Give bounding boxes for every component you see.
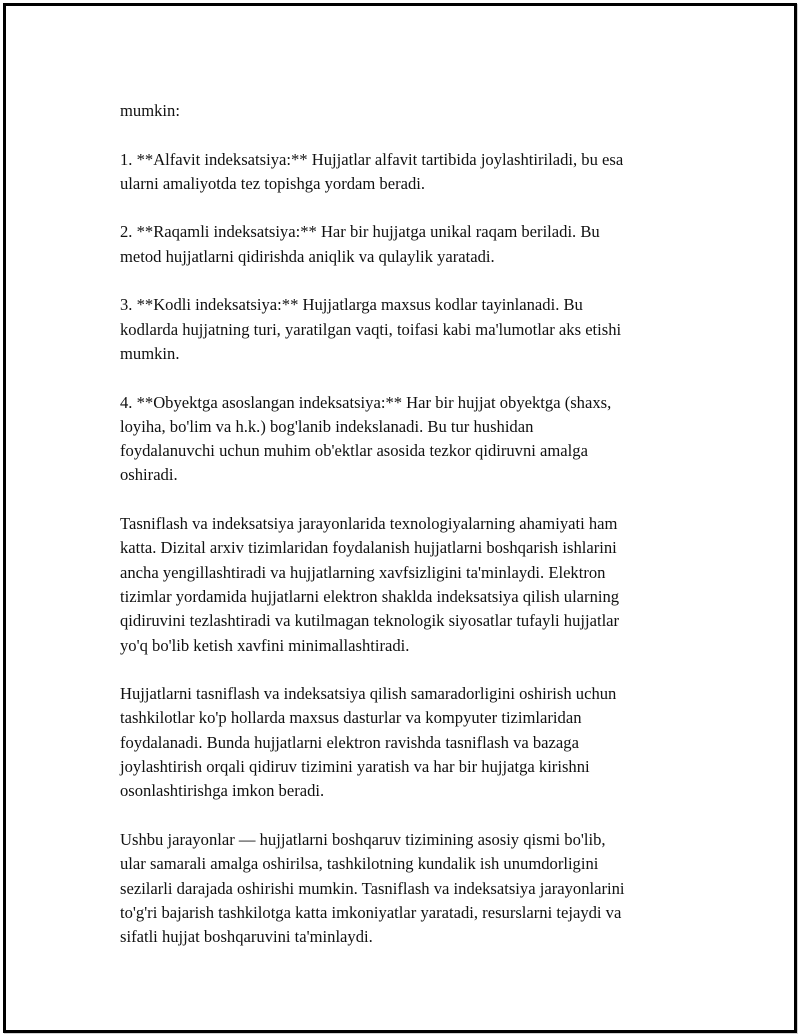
list-item-numeric-indexing: 2. **Raqamli indeksatsiya:** Har bir hujjatga unikal raqam beriladi. Bu metod hujjatlarni qidirishda aniqlik va qulaylik yaratadi.: [120, 222, 600, 266]
paragraph-continuation: mumkin:: [120, 101, 180, 120]
document-body: [120, 99, 692, 974]
paragraph-conclusion: Ushbu jarayonlar — hujjatlarni boshqaruv tizimining asosiy qismi bo'lib, ular samarali amalga oshirilsa, tashkilotning kundalik ish unumdorligini sezilarli darajada oshirishi mumkin. Tasniflash va indeksatsiya jarayonlarini to'g'ri bajarish tashkilotga katta imkoniyatlar yaratadi, resurslarni tejaydi va sifatli hujjat boshqaruvini ta'minlaydi.: [120, 829, 625, 947]
list-item-object-indexing: 4. **Obyektga asoslangan indeksatsiya:** Har bir hujjat obyektga (shaxs, loyiha, bo'lim va h.k.) bog'lanib indekslanadi. Bu tur hushidan foydalanuvchi uchun muhim ob'ektlar asosida tezkor qidiruvni amalga oshiradi.: [120, 392, 612, 485]
document-page: [3, 3, 797, 1033]
paragraph-software-systems: Hujjatlarni tasniflash va indeksatsiya qilish samaradorligini oshirish uchun tashkilotlar ko'p hollarda maxsus dasturlar va kompyuter tizimlaridan foydalanadi. Bunda hujjatlarni elektron ravishda tasniflash va bazaga joylashtirish orqali qidiruv tizimini yaratish va har bir hujjatga kirishni osonlashtirishga imkon beradi.: [120, 684, 617, 801]
list-item-code-indexing: 3. **Kodli indeksatsiya:** Hujjatlarga maxsus kodlar tayinlanadi. Bu kodlarda hujjatning turi, yaratilgan vaqti, toifasi kabi ma'lumotlar aks etishi mumkin.: [120, 295, 622, 363]
list-item-alphabetic-indexing: 1. **Alfavit indeksatsiya:** Hujjatlar alfavit tartibida joylashtiriladi, bu esa ularni amaliyotda tez topishga yordam beradi.: [120, 149, 624, 193]
paragraph-technology: Tasniflash va indeksatsiya jarayonlarida texnologiyalarning ahamiyati ham katta. Dizital arxiv tizimlaridan foydalanish hujjatlarni boshqarish ishlarini ancha yengillashtiradi va hujjatlarning xavfsizligini ta'minlaydi. Elektron tizimlar yordamida hujjatlarni elektron shaklda indeksatsiya qilish ularning qidiruvini tezlashtiradi va kutilmagan teknologik siyosatlar tufayli hujjatlar yo'q bo'lib ketish xavfini minimallashtiradi.: [120, 514, 620, 655]
